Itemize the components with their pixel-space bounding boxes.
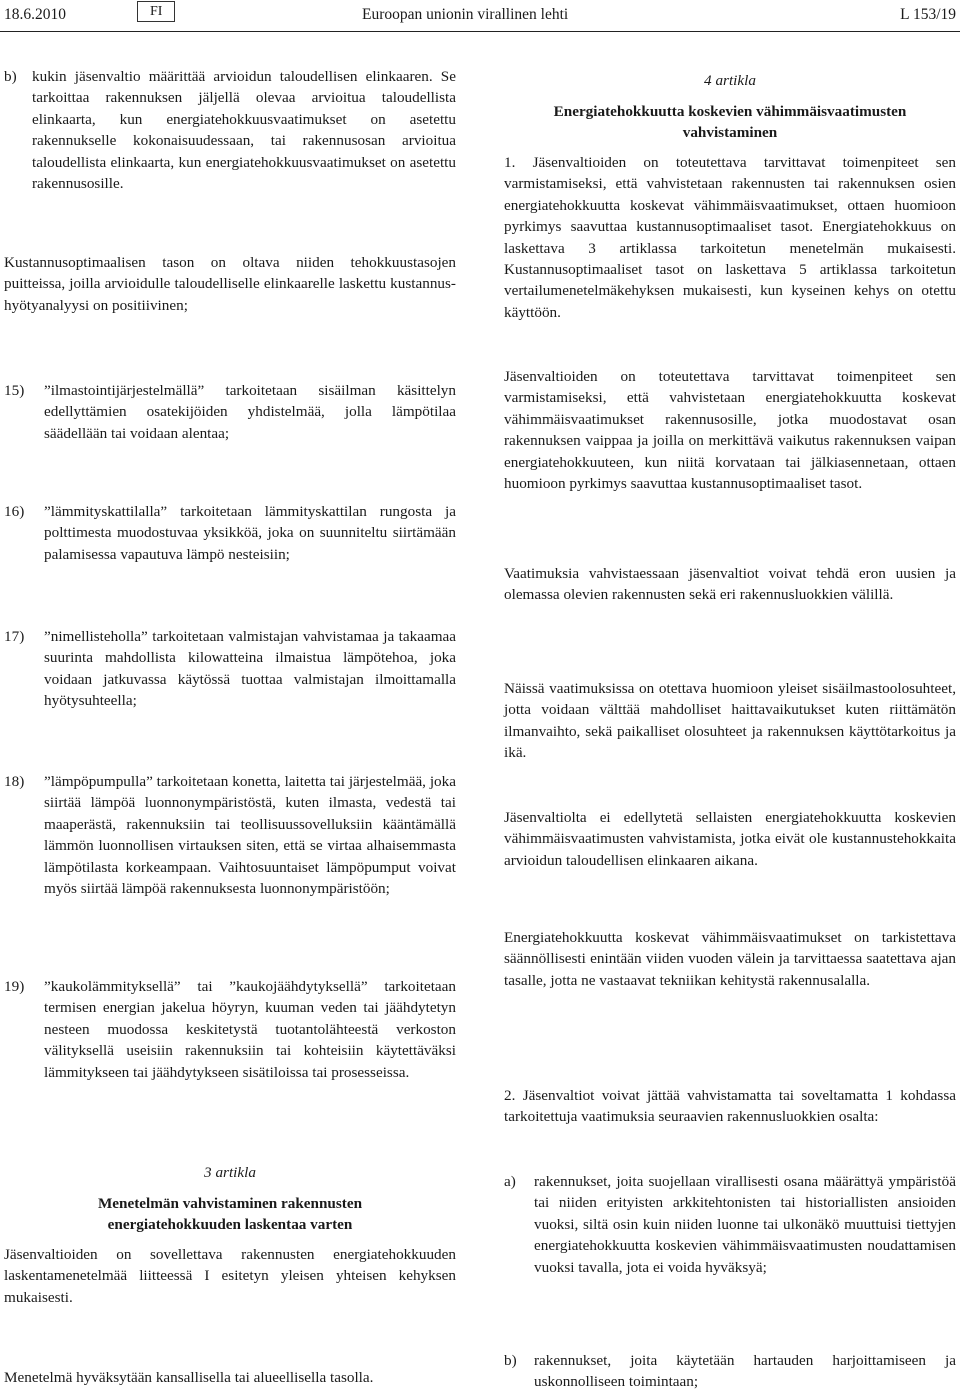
article-4-paragraph-6: Energiatehokkuutta koskevat vähimmäisvaatimukset on tarkistettava säännöllisesti enintään viiden vuoden välein ja tarvittaessa saatettava ajan tasalle, jotta ne vastaavat tekniikan kehitystä rakennusalalla. xyxy=(504,929,956,989)
article-3-paragraph-1: Jäsenvaltioiden on sovellettava rakennusten energiatehokkuuden laskentamenetelmää liitteessä I esitetyn yleisen yhteisen kehyksen mukaisesti. xyxy=(4,1246,456,1306)
list-item-a xyxy=(504,1171,956,1278)
article-3-title: Menetelmän vahvistaminen rakennusten energiatehokkuuden laskentaa varten xyxy=(97,1195,363,1234)
definition-number: 15) xyxy=(4,382,25,399)
definition-text: ”nimellisteholla” tarkoitetaan valmistajan vahvistamaa ja takaamaa suurinta mahdollista kilowatteina ilmaistua lämpötehoa, joka voidaan jatkuvassa käytössä tuottaa valmistajan ilmoittamalla hyötysuhteella; xyxy=(44,628,456,710)
article-3-number: 3 artikla xyxy=(204,1164,256,1181)
definition-15 xyxy=(4,380,456,444)
article-4-paragraph-3: Vaatimuksia vahvistaessaan jäsenvaltiot voivat tehdä eron uusien ja olemassa olevien rakennusten sekä eri rakennusluokkien välillä. xyxy=(504,565,956,604)
definition-16 xyxy=(4,501,456,565)
article-4-paragraph-7: 2. Jäsenvaltiot voivat jättää vahvistamatta tai soveltamatta 1 kohdassa tarkoitettuja vaatimuksia seuraavien rakennusluokkien osalta: xyxy=(504,1087,956,1126)
list-item-label: b) xyxy=(4,68,17,85)
article-4-paragraph-2: Jäsenvaltioiden on toteutettava tarvittavat toimenpiteet sen varmistamiseksi, että vahvistetaan energiatehokkuutta koskevat vähimmäisvaatimukset rakennusosille, jotka muodostavat osan rakennuksen vaippaa ja joilla on merkittävä vaikutus rakennuksen vaipan energiatehokkuuteen, kun niitä korvataan tai jälkiasennetaan, ottaen huomioon pyrkimys saavuttaa kustannusoptimaaliset tasot. xyxy=(504,368,956,493)
definition-18 xyxy=(4,771,456,899)
article-4-title: Energiatehokkuutta koskevien vähimmäisvaatimusten vahvistaminen xyxy=(553,103,907,142)
article-4-paragraph-1: 1. Jäsenvaltioiden on toteutettava tarvittavat toimenpiteet sen varmistamiseksi, että vahvistetaan rakennusten tai rakennuksen osien energiatehokkuutta koskevat vähimmäisvaatimukset, ottaen huomioon pyrkimys saavuttaa kustannusoptimaaliset tasot. Energiatehokkuus on laskettava 3 artiklassa tarkoitetun menetelmän mukaisesti. Kustannusoptimaaliset tasot on laskettava 5 artiklassa tarkoitetun vertailumenetelmäkehyksen mukaisesti, kun kyseinen kehys on otettu käyttöön. xyxy=(504,154,956,321)
definition-text: ”lämmityskattilalla” tarkoitetaan lämmityskattilan rungosta ja polttimesta muodostuvaa yksikköä, joka on suunniteltu siirtämään palamisessa vapautuva lämpö nesteisiin; xyxy=(44,503,456,563)
article-4-paragraph-5: Jäsenvaltiolta ei edellytetä sellaisten energiatehokkuutta koskevien vähimmäisvaatimusten vahvistamista, jotka eivät ole kustannustehokkaita arvioidun taloudellisen elinkaaren aikana. xyxy=(504,809,956,869)
definition-text: ”ilmastointijärjestelmällä” tarkoitetaan sisäilman käsittelyn edellyttämien osatekijöiden yhdistelmää, jolla lämpötilaa säädellään tai voidaan alentaa; xyxy=(44,382,456,442)
list-item-text: rakennukset, joita suojellaan virallisesti osana määrättyä ympäristöä tai niiden erityisten arkkitehtonisten tai historiallisten ansioiden vuoksi, siltä osin kuin niiden luonne tai ulkonäkö muuttuisi tiettyjen energiatehokkuutta koskevien vähimmäisvaatimusten noudattamisen vuoksi tavalla, jota ei voida hyväksyä; xyxy=(534,1173,956,1276)
list-item-label: b) xyxy=(504,1352,517,1369)
page-header xyxy=(0,0,960,32)
definition-17 xyxy=(4,626,456,712)
list-item-label: a) xyxy=(504,1173,516,1190)
definition-text: ”kaukolämmityksellä” tai ”kaukojäähdytyksellä” tarkoitetaan termisen energian jakelua höyryn, kuuman veden tai jäähdytetyn nesteen muodossa keskitetystä tuotantolähteestä verkoston välityksellä useisiin rakennuksiin tai kohteisiin käytettäväksi lämmitykseen tai jäähdytykseen sisätiloissa tai prosesseissa. xyxy=(44,978,456,1081)
header-journal-title: Euroopan unionin virallinen lehti xyxy=(362,6,569,23)
cost-optimal-paragraph: Kustannusoptimaalisen tason on oltava niiden tehokkuustasojen puitteissa, joilla arvioidulle taloudelliselle elinkaarelle laskettu kustannus-hyötyanalyysi on positiivinen; xyxy=(4,254,456,314)
definition-number: 19) xyxy=(4,978,25,995)
list-item-b-right xyxy=(504,1350,956,1393)
list-item-text: rakennukset, joita käytetään hartauden harjoittamiseen ja uskonnolliseen toimintaan; xyxy=(534,1352,956,1391)
definition-number: 17) xyxy=(4,628,25,645)
article-4-number: 4 artikla xyxy=(704,72,756,89)
article-3-paragraph-2: Menetelmä hyväksytään kansallisella tai alueellisella tasolla. xyxy=(4,1369,374,1386)
article-4-paragraph-4: Näissä vaatimuksissa on otettava huomioon yleiset sisäilmastoolosuhteet, jotta voidaan välttää mahdolliset haittavaikutukset kuten riittämätön ilmanvaihto, sekä paikalliset olosuhteet ja rakennuksen käyttötarkoitus ja ikä. xyxy=(504,680,956,762)
header-date: 18.6.2010 xyxy=(4,6,66,23)
list-item-text: kukin jäsenvaltio määrittää arvioidun taloudellisen elinkaaren. Se tarkoittaa rakennuksen jäljellä olevaa arvioitua taloudellista elinkaarta, kun energiatehokkuusvaatimukset on asetettu rakennukselle kokonaisuudessaan, tai rakennusosan arvioitua taloudellista elinkaarta, kun energiatehokkuusvaatimukset on asetettu rakennusosille. xyxy=(32,68,456,193)
definition-19 xyxy=(4,976,456,1083)
definition-number: 18) xyxy=(4,773,25,790)
definition-number: 16) xyxy=(4,503,25,520)
list-item-b xyxy=(4,66,456,194)
header-language-badge: FI xyxy=(137,1,175,22)
header-page-number: L 153/19 xyxy=(900,6,956,23)
definition-text: ”lämpöpumpulla” tarkoitetaan konetta, laitetta tai järjestelmää, joka siirtää lämpöä luonnonympäristöstä, kuten ilmasta, vedestä tai maaperästä, rakennuksiin tai teollisuussovelluksiin kääntämällä lämmön luonnollisen virtauksen siten, että se virtaa alhaisemmasta lämpötilasta korkeampaan. Vaihtosuuntaiset lämpöpumput voivat myös siirtää lämpöä rakennuksesta luonnonympäristöön; xyxy=(44,773,456,898)
